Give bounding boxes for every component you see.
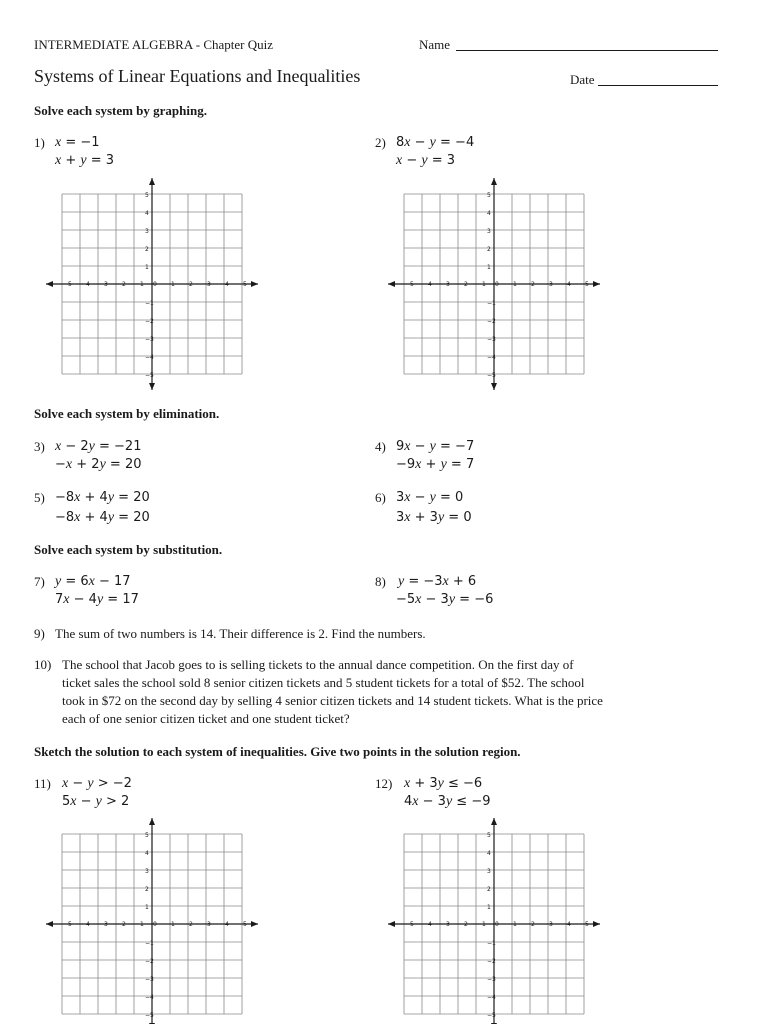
y-tick-label: 2 (145, 246, 149, 253)
x-tick-label: 0 (153, 921, 157, 928)
x-tick-label: −5 (405, 921, 414, 928)
coordinate-grid-problem-12[interactable] (382, 814, 606, 1024)
x-axis-right-arrow-icon (251, 921, 258, 927)
y-tick-label: −3 (145, 336, 154, 343)
y-tick-label: 3 (145, 228, 149, 235)
y-tick-label: 2 (487, 886, 491, 893)
y-tick-label: 5 (145, 832, 149, 839)
x-tick-label: 2 (531, 281, 535, 288)
problem-11-number: 11) (34, 776, 51, 791)
problem-10-line: The school that Jacob goes to is selling tickets to the annual dance competition. On the first day of (62, 657, 574, 672)
x-tick-label: 5 (585, 281, 589, 288)
problem-8-number: 8) (375, 574, 386, 589)
y-axis-down-arrow-icon (149, 383, 155, 390)
x-tick-label: −4 (81, 281, 90, 288)
x-tick-label: 3 (207, 921, 211, 928)
x-tick-label: 1 (513, 921, 517, 928)
y-axis-up-arrow-icon (491, 818, 497, 825)
x-tick-label: 4 (567, 921, 571, 928)
x-axis-right-arrow-icon (593, 921, 600, 927)
y-tick-label: −1 (487, 940, 496, 947)
problem-5-equation-1: −8x + 4y = 20 (55, 490, 150, 505)
problem-2-equation-1: 8x − y = −4 (396, 135, 475, 150)
coordinate-grid-problem-11[interactable] (40, 814, 264, 1024)
y-tick-label: −2 (145, 318, 154, 325)
coordinate-grid-problem-2[interactable] (382, 174, 606, 396)
x-tick-label: 4 (225, 921, 229, 928)
y-tick-label: −4 (145, 994, 154, 1001)
x-tick-label: 3 (549, 921, 553, 928)
problem-11-equation-1: x − y > −2 (62, 776, 132, 791)
y-tick-label: 1 (487, 904, 491, 911)
date-blank-line[interactable] (598, 85, 718, 86)
problem-4-equation-2: −9x + y = 7 (396, 457, 475, 472)
section-elimination-heading: Solve each system by elimination. (34, 406, 220, 421)
x-axis-left-arrow-icon (388, 921, 395, 927)
problem-12-equation-2: 4x − 3y ≤ −9 (404, 794, 491, 809)
y-tick-label: −3 (145, 976, 154, 983)
problem-7-equation-2: 7x − 4y = 17 (55, 592, 139, 607)
course-title: INTERMEDIATE ALGEBRA - Chapter Quiz (34, 37, 274, 52)
problem-10-text (62, 656, 603, 728)
problem-3-equation-2: −x + 2y = 20 (55, 457, 142, 472)
problem-4-number: 4) (375, 439, 386, 454)
problem-10-line: each of one senior citizen ticket and one student ticket? (62, 711, 350, 726)
problem-7-equation-1: y = 6x − 17 (55, 574, 131, 589)
x-tick-label: −5 (63, 921, 72, 928)
x-tick-label: 1 (171, 281, 175, 288)
x-tick-label: −2 (117, 281, 126, 288)
y-tick-label: −2 (145, 958, 154, 965)
x-tick-label: −3 (99, 921, 108, 928)
problem-1-number: 1) (34, 135, 45, 150)
x-tick-label: −3 (99, 281, 108, 288)
x-tick-label: −5 (405, 281, 414, 288)
problem-7-number: 7) (34, 574, 45, 589)
problem-8-equation-1: y = −3x + 6 (398, 574, 477, 589)
section-inequalities-heading: Sketch the solution to each system of inequalities. Give two points in the solution region. (34, 744, 521, 759)
page-title: Systems of Linear Equations and Inequalities (34, 66, 361, 86)
y-tick-label: −4 (145, 354, 154, 361)
y-tick-label: 5 (487, 832, 491, 839)
x-tick-label: −5 (63, 281, 72, 288)
x-tick-label: 0 (153, 281, 157, 288)
y-axis-up-arrow-icon (149, 818, 155, 825)
problem-2-equation-2: x − y = 3 (396, 153, 456, 168)
y-axis-down-arrow-icon (491, 383, 497, 390)
y-tick-label: 5 (487, 192, 491, 199)
x-tick-label: 5 (585, 921, 589, 928)
x-tick-label: −1 (135, 281, 144, 288)
x-tick-label: 5 (243, 921, 247, 928)
problem-10-line: ticket sales the school sold 8 senior citizen tickets and 5 student tickets for a total of $52. The school (62, 675, 585, 690)
x-axis-left-arrow-icon (388, 281, 395, 287)
x-tick-label: 0 (495, 281, 499, 288)
y-tick-label: 4 (487, 210, 491, 217)
x-axis-right-arrow-icon (251, 281, 258, 287)
name-label: Name (419, 37, 451, 52)
x-tick-label: −3 (441, 921, 450, 928)
x-tick-label: 2 (189, 281, 193, 288)
y-axis-up-arrow-icon (149, 178, 155, 185)
problem-5-equation-2: −8x + 4y = 20 (55, 510, 150, 525)
x-tick-label: −1 (477, 281, 486, 288)
problem-12-number: 12) (375, 776, 393, 791)
x-tick-label: 5 (243, 281, 247, 288)
x-axis-left-arrow-icon (46, 921, 53, 927)
x-axis-right-arrow-icon (593, 281, 600, 287)
problem-10-number: 10) (34, 657, 52, 672)
problem-3-equation-1: x − 2y = −21 (55, 439, 142, 454)
x-tick-label: 1 (171, 921, 175, 928)
y-tick-label: 5 (145, 192, 149, 199)
problem-11-equation-2: 5x − y > 2 (62, 794, 130, 809)
y-tick-label: −5 (145, 1012, 154, 1019)
y-tick-label: 1 (145, 904, 149, 911)
x-tick-label: 1 (513, 281, 517, 288)
problem-8-equation-2: −5x − 3y = −6 (396, 592, 494, 607)
x-tick-label: −2 (459, 281, 468, 288)
problem-5-number: 5) (34, 490, 45, 505)
y-tick-label: 3 (487, 228, 491, 235)
y-tick-label: −4 (487, 994, 496, 1001)
y-tick-label: −4 (487, 354, 496, 361)
problem-9-text: The sum of two numbers is 14. Their difference is 2. Find the numbers. (55, 626, 426, 641)
y-tick-label: 4 (145, 850, 149, 857)
x-tick-label: 0 (495, 921, 499, 928)
y-tick-label: 2 (145, 886, 149, 893)
problem-2-number: 2) (375, 135, 386, 150)
problem-6-number: 6) (375, 490, 386, 505)
x-tick-label: −4 (423, 281, 432, 288)
y-tick-label: −5 (487, 372, 496, 379)
x-tick-label: −2 (117, 921, 126, 928)
y-tick-label: 3 (487, 868, 491, 875)
y-tick-label: −2 (487, 318, 496, 325)
x-tick-label: −1 (477, 921, 486, 928)
y-tick-label: 4 (145, 210, 149, 217)
x-tick-label: 3 (549, 281, 553, 288)
problem-6-equation-2: 3x + 3y = 0 (396, 510, 472, 525)
y-tick-label: −1 (487, 300, 496, 307)
problem-3-number: 3) (34, 439, 45, 454)
name-blank-line[interactable] (456, 50, 718, 51)
problem-1-equation-2: x + y = 3 (55, 153, 115, 168)
problem-4-equation-1: 9x − y = −7 (396, 439, 475, 454)
section-substitution-heading: Solve each system by substitution. (34, 542, 223, 557)
problem-10-line: took in $72 on the second day by selling 4 senior citizen tickets and 14 student tickets. What is the price (62, 693, 603, 708)
y-tick-label: −5 (487, 1012, 496, 1019)
y-tick-label: −1 (145, 940, 154, 947)
y-tick-label: 1 (487, 264, 491, 271)
x-tick-label: −1 (135, 921, 144, 928)
x-tick-label: 3 (207, 281, 211, 288)
problem-9-number: 9) (34, 626, 45, 641)
y-tick-label: 3 (145, 868, 149, 875)
x-tick-label: 2 (189, 921, 193, 928)
x-tick-label: −4 (81, 921, 90, 928)
y-axis-up-arrow-icon (491, 178, 497, 185)
x-tick-label: −4 (423, 921, 432, 928)
x-tick-label: 2 (531, 921, 535, 928)
x-tick-label: −3 (441, 281, 450, 288)
problem-6-equation-1: 3x − y = 0 (396, 490, 464, 505)
y-tick-label: −1 (145, 300, 154, 307)
y-tick-label: 1 (145, 264, 149, 271)
y-tick-label: −3 (487, 976, 496, 983)
date-label: Date (570, 72, 595, 87)
coordinate-grid-problem-1[interactable] (40, 174, 264, 396)
x-tick-label: −2 (459, 921, 468, 928)
x-tick-label: 4 (225, 281, 229, 288)
problem-12-equation-1: x + 3y ≤ −6 (404, 776, 483, 791)
x-axis-left-arrow-icon (46, 281, 53, 287)
y-tick-label: −5 (145, 372, 154, 379)
y-tick-label: 2 (487, 246, 491, 253)
y-tick-label: −2 (487, 958, 496, 965)
y-tick-label: 4 (487, 850, 491, 857)
x-tick-label: 4 (567, 281, 571, 288)
problem-1-equation-1: x = −1 (55, 135, 100, 150)
section-graphing-heading: Solve each system by graphing. (34, 103, 207, 118)
y-tick-label: −3 (487, 336, 496, 343)
